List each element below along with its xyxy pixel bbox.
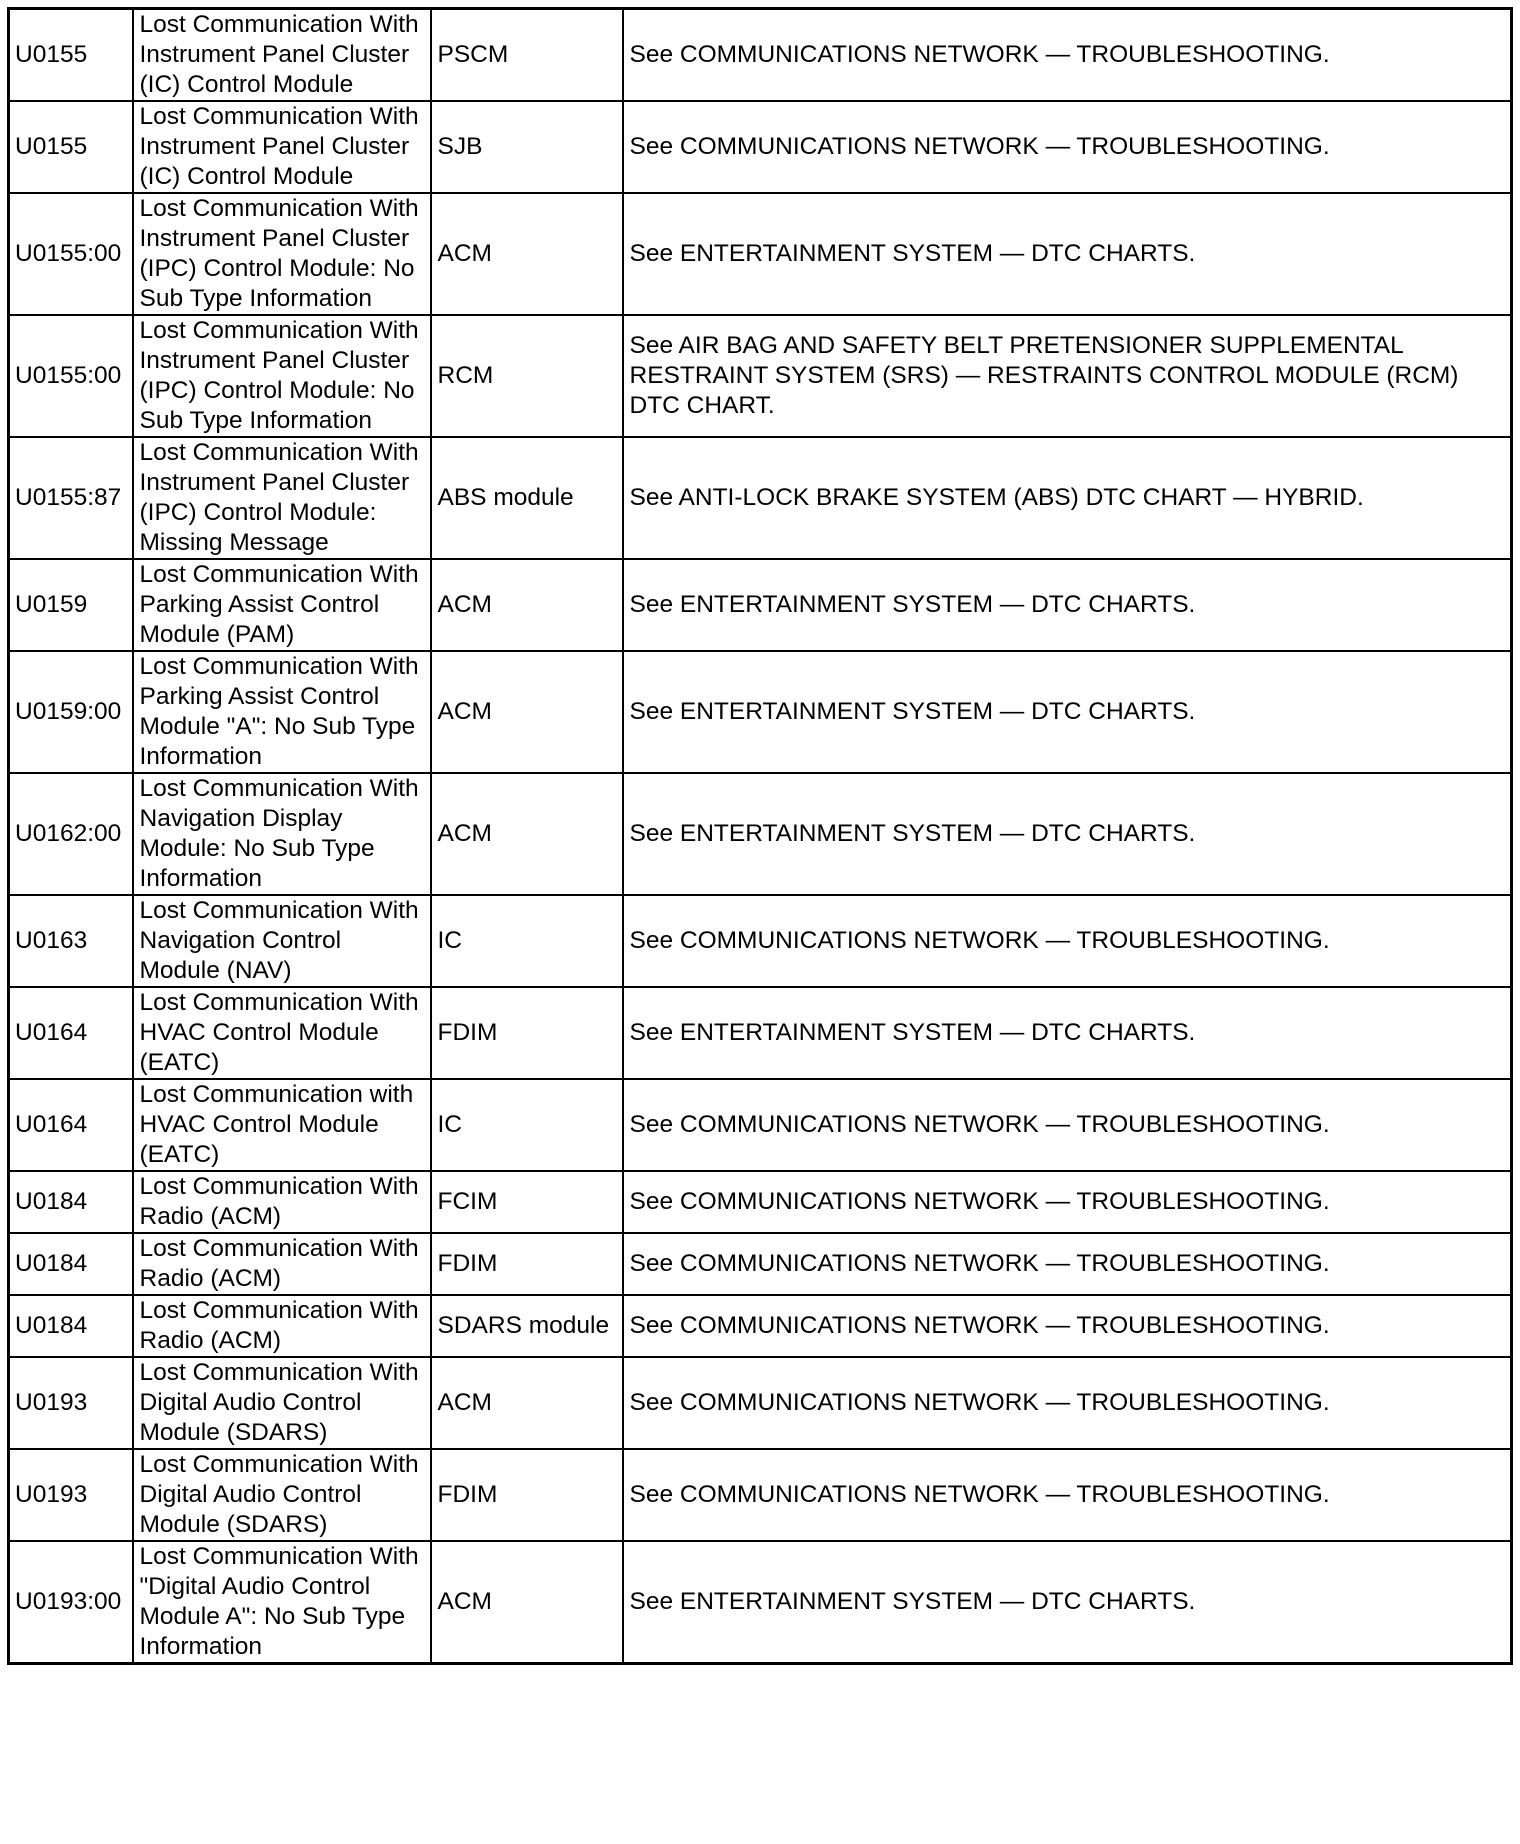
dtc-action-cell: See ANTI-LOCK BRAKE SYSTEM (ABS) DTC CHART — HYBRID. — [623, 437, 1512, 559]
table-row — [9, 1171, 1512, 1233]
dtc-description-cell: Lost Communication With Navigation Display Module: No Sub Type Information — [133, 773, 431, 895]
dtc-module-cell: ABS module — [431, 437, 623, 559]
dtc-description-cell: Lost Communication With Parking Assist Control Module "A": No Sub Type Information — [133, 651, 431, 773]
dtc-code-cell: U0193 — [9, 1357, 133, 1449]
table-row — [9, 101, 1512, 193]
dtc-action-cell: See COMMUNICATIONS NETWORK — TROUBLESHOOTING. — [623, 9, 1512, 102]
dtc-action-cell: See ENTERTAINMENT SYSTEM — DTC CHARTS. — [623, 1541, 1512, 1664]
dtc-action-cell: See ENTERTAINMENT SYSTEM — DTC CHARTS. — [623, 987, 1512, 1079]
dtc-code-cell: U0155:87 — [9, 437, 133, 559]
table-row — [9, 1233, 1512, 1295]
dtc-code-cell: U0155:00 — [9, 315, 133, 437]
dtc-module-cell: ACM — [431, 1541, 623, 1664]
dtc-description-cell: Lost Communication With HVAC Control Module (EATC) — [133, 987, 431, 1079]
dtc-action-cell: See COMMUNICATIONS NETWORK — TROUBLESHOOTING. — [623, 1079, 1512, 1171]
dtc-module-cell: ACM — [431, 651, 623, 773]
dtc-description-cell: Lost Communication With Navigation Control Module (NAV) — [133, 895, 431, 987]
table-row — [9, 895, 1512, 987]
dtc-code-cell: U0164 — [9, 987, 133, 1079]
dtc-action-cell: See ENTERTAINMENT SYSTEM — DTC CHARTS. — [623, 651, 1512, 773]
dtc-description-cell: Lost Communication With Parking Assist Control Module (PAM) — [133, 559, 431, 651]
dtc-module-cell: FDIM — [431, 987, 623, 1079]
dtc-module-cell: FCIM — [431, 1171, 623, 1233]
table-row — [9, 651, 1512, 773]
dtc-description-cell: Lost Communication With Instrument Panel Cluster (IPC) Control Module: No Sub Type Information — [133, 315, 431, 437]
table-row — [9, 193, 1512, 315]
dtc-code-cell: U0159 — [9, 559, 133, 651]
table-row — [9, 987, 1512, 1079]
dtc-module-cell: ACM — [431, 1357, 623, 1449]
table-row — [9, 559, 1512, 651]
dtc-code-cell: U0193 — [9, 1449, 133, 1541]
dtc-description-cell: Lost Communication With Digital Audio Control Module (SDARS) — [133, 1449, 431, 1541]
table-row — [9, 1357, 1512, 1449]
dtc-action-cell: See COMMUNICATIONS NETWORK — TROUBLESHOOTING. — [623, 101, 1512, 193]
dtc-description-cell: Lost Communication With Instrument Panel Cluster (IC) Control Module — [133, 101, 431, 193]
dtc-action-cell: See COMMUNICATIONS NETWORK — TROUBLESHOOTING. — [623, 1295, 1512, 1357]
dtc-action-cell: See COMMUNICATIONS NETWORK — TROUBLESHOOTING. — [623, 1357, 1512, 1449]
table-row — [9, 315, 1512, 437]
dtc-description-cell: Lost Communication With Instrument Panel Cluster (IPC) Control Module: Missing Message — [133, 437, 431, 559]
dtc-code-cell: U0164 — [9, 1079, 133, 1171]
dtc-module-cell: PSCM — [431, 9, 623, 102]
dtc-module-cell: IC — [431, 1079, 623, 1171]
dtc-module-cell: ACM — [431, 193, 623, 315]
dtc-table-body — [9, 9, 1512, 1664]
dtc-description-cell: Lost Communication With Instrument Panel Cluster (IC) Control Module — [133, 9, 431, 102]
table-row — [9, 437, 1512, 559]
table-row — [9, 1295, 1512, 1357]
table-row — [9, 1541, 1512, 1664]
dtc-code-cell: U0163 — [9, 895, 133, 987]
dtc-code-cell: U0155:00 — [9, 193, 133, 315]
dtc-action-cell: See COMMUNICATIONS NETWORK — TROUBLESHOOTING. — [623, 1233, 1512, 1295]
dtc-code-cell: U0184 — [9, 1171, 133, 1233]
dtc-module-cell: SJB — [431, 101, 623, 193]
table-row — [9, 1449, 1512, 1541]
dtc-action-cell: See AIR BAG AND SAFETY BELT PRETENSIONER SUPPLEMENTAL RESTRAINT SYSTEM (SRS) — RESTRAINTS CONTROL MODULE (RCM) DTC CHART. — [623, 315, 1512, 437]
dtc-description-cell: Lost Communication with HVAC Control Module (EATC) — [133, 1079, 431, 1171]
dtc-code-cell: U0155 — [9, 9, 133, 102]
dtc-module-cell: ACM — [431, 773, 623, 895]
dtc-action-cell: See COMMUNICATIONS NETWORK — TROUBLESHOOTING. — [623, 1449, 1512, 1541]
dtc-module-cell: SDARS module — [431, 1295, 623, 1357]
dtc-description-cell: Lost Communication With "Digital Audio Control Module A": No Sub Type Information — [133, 1541, 431, 1664]
dtc-code-cell: U0193:00 — [9, 1541, 133, 1664]
dtc-module-cell: FDIM — [431, 1233, 623, 1295]
dtc-action-cell: See COMMUNICATIONS NETWORK — TROUBLESHOOTING. — [623, 1171, 1512, 1233]
dtc-code-cell: U0162:00 — [9, 773, 133, 895]
dtc-code-cell: U0159:00 — [9, 651, 133, 773]
dtc-action-cell: See ENTERTAINMENT SYSTEM — DTC CHARTS. — [623, 773, 1512, 895]
table-row — [9, 9, 1512, 102]
dtc-code-cell: U0184 — [9, 1295, 133, 1357]
table-row — [9, 773, 1512, 895]
dtc-code-cell: U0184 — [9, 1233, 133, 1295]
dtc-module-cell: FDIM — [431, 1449, 623, 1541]
dtc-description-cell: Lost Communication With Digital Audio Control Module (SDARS) — [133, 1357, 431, 1449]
dtc-description-cell: Lost Communication With Instrument Panel Cluster (IPC) Control Module: No Sub Type Information — [133, 193, 431, 315]
dtc-table — [7, 7, 1513, 1665]
table-row — [9, 1079, 1512, 1171]
dtc-action-cell: See ENTERTAINMENT SYSTEM — DTC CHARTS. — [623, 193, 1512, 315]
dtc-code-cell: U0155 — [9, 101, 133, 193]
dtc-description-cell: Lost Communication With Radio (ACM) — [133, 1171, 431, 1233]
dtc-description-cell: Lost Communication With Radio (ACM) — [133, 1295, 431, 1357]
dtc-action-cell: See ENTERTAINMENT SYSTEM — DTC CHARTS. — [623, 559, 1512, 651]
dtc-module-cell: ACM — [431, 559, 623, 651]
dtc-description-cell: Lost Communication With Radio (ACM) — [133, 1233, 431, 1295]
dtc-action-cell: See COMMUNICATIONS NETWORK — TROUBLESHOOTING. — [623, 895, 1512, 987]
dtc-module-cell: IC — [431, 895, 623, 987]
dtc-module-cell: RCM — [431, 315, 623, 437]
